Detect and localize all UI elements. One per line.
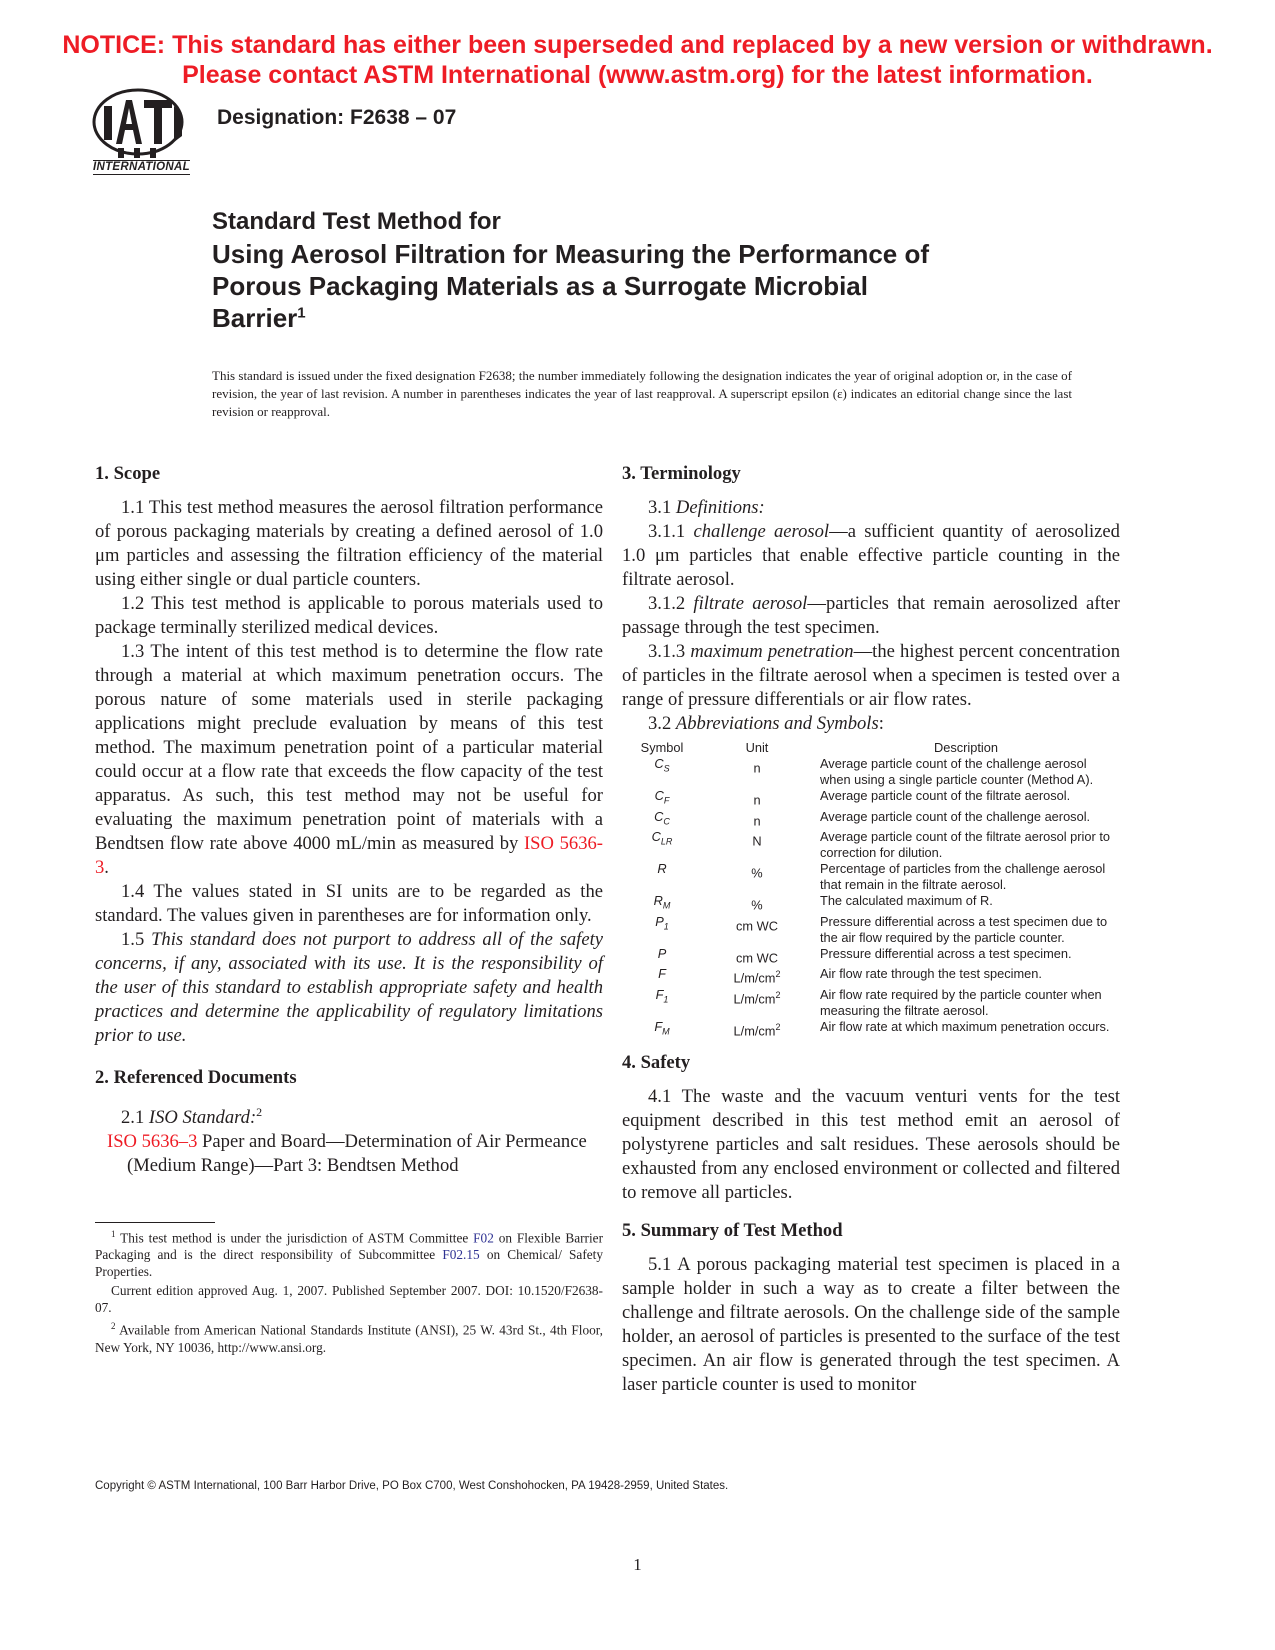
abbr-symbol-letter: F [654, 1018, 663, 1034]
abbr-description: Average particle count of the filtrate aerosol prior to correction for dilution. [820, 829, 1110, 861]
abbr-row [622, 987, 1120, 1019]
terminology-heading: 3. Terminology [622, 463, 741, 484]
abbr-header-symbol: Symbol [640, 740, 684, 755]
para-3-1-3 [622, 640, 1120, 712]
footnotes [95, 1226, 603, 1358]
copyright: Copyright © ASTM International, 100 Barr Harbor Drive, PO Box C700, West Conshohocken, PA 19428-2959, United States. [95, 1480, 729, 1492]
term-challenge-aerosol: challenge aerosol [693, 521, 830, 542]
term-filtrate-aerosol: filtrate aerosol [693, 593, 808, 614]
abbr-description: Percentage of particles from the challenge aerosol that remain in the filtrate aerosol. [820, 861, 1106, 893]
abbr-unit [702, 966, 812, 987]
abbr-unit [702, 788, 812, 809]
para-2-1-num: 2.1 [121, 1107, 145, 1129]
reference-iso-link[interactable]: ISO 5636–3 [107, 1131, 198, 1153]
para-3-1-2-text: —particles that remain aerosolized after passage through the test specimen. [622, 593, 1121, 638]
para-1-3 [95, 640, 603, 880]
title-line-1: Standard Test Method for [212, 208, 501, 235]
document-title [212, 206, 1072, 334]
abbr-row [622, 966, 1120, 987]
reference-iso-5636-3 [107, 1130, 603, 1178]
abbr-unit-superscript: 2 [775, 989, 781, 1000]
para-3-1-text: Definitions: [675, 497, 765, 518]
abbr-row [622, 1019, 1120, 1040]
para-3-1-1 [622, 520, 1120, 592]
para-3-1-1-text: —a sufficient quantity of aerosolized 1.0 μm particles that enable effective particle counting in the filtrate aerosol. [622, 521, 1120, 590]
footnote-1-c: on Chemical/ Safety Properties. [95, 1247, 603, 1280]
abbr-row [622, 788, 1120, 809]
para-3-1-1-num: 3.1.1 [648, 521, 686, 542]
abbr-description: Pressure differential across a test specimen due to the air flow required by the particle counter. [820, 913, 1108, 945]
abbr-symbol-subscript: F [663, 795, 670, 806]
title-footnote-mark: 1 [297, 304, 306, 322]
abbr-symbol-letter: F [655, 986, 664, 1002]
para-3-2 [622, 712, 1120, 736]
footnote-2-text: Available from American National Standards Institute (ANSI), 25 W. 43rd St., 4th Floor, New York, NY 10036, http://www.ansi.org. [95, 1322, 604, 1355]
abbr-table-header [622, 740, 1120, 756]
summary-heading: 5. Summary of Test Method [622, 1220, 843, 1242]
abbr-symbol [622, 788, 702, 809]
abbr-unit [702, 829, 812, 861]
abbr-row [622, 893, 1120, 914]
logo-international-text: INTERNATIONAL [93, 161, 190, 173]
abbr-description: Pressure differential across a test specimen. [820, 945, 1072, 961]
abbr-header-description: Description [933, 740, 998, 755]
abbr-symbol-subscript: M [662, 900, 671, 911]
abbr-row [622, 861, 1120, 893]
footnote-1 [95, 1226, 603, 1280]
footnote-rule [95, 1222, 215, 1223]
abbr-unit-text: n [753, 812, 761, 828]
abbreviations-table [622, 740, 1120, 1039]
title-line-4 [212, 302, 1072, 334]
scope-heading: 1. Scope [95, 463, 161, 484]
para-3-1-2 [622, 592, 1120, 640]
abbr-symbol-letter: R [653, 893, 663, 909]
para-1-3-end: . [104, 857, 109, 878]
abbr-description: Average particle count of the challenge aerosol. [820, 808, 1091, 824]
abbr-unit [702, 756, 812, 788]
para-1-1: 1.1 This test method measures the aerosol filtration performance of porous packaging materials by creating a defined aerosol of 1.0 μm particles and assessing the filtration efficiency of the material using either single or dual particle counters. [95, 497, 603, 590]
abbr-symbol-letter: R [657, 861, 667, 877]
abbr-symbol [622, 1019, 702, 1040]
reference-iso-text: Paper and Board—Determination of Air Permeance (Medium Range)—Part 3: Bendtsen Method [127, 1131, 587, 1177]
abbr-unit [702, 861, 812, 893]
abbr-description: Average particle count of the challenge aerosol when using a single particle counter (Method A). [820, 756, 1094, 787]
f02-15-link[interactable]: F02.15 [442, 1247, 480, 1263]
abbr-symbol-letter: C [651, 829, 661, 845]
right-column [622, 462, 1120, 1397]
para-2-1 [95, 1100, 603, 1130]
footnote-2-mark: 2 [111, 1321, 116, 1332]
para-4-1: 4.1 The waste and the vacuum venturi vents for the test equipment described in this test method emit an aerosol of polystyrene particles and salt residues. These aerosols should be exhausted from any enclosed environment or collected and filtered to remove all particles. [622, 1086, 1120, 1204]
abbr-unit [702, 809, 812, 830]
abbr-symbol-letter: C [654, 788, 664, 803]
abbr-unit-text: cm WC [736, 917, 778, 933]
para-1-5 [95, 928, 603, 1048]
abbr-row [622, 914, 1120, 946]
abbr-unit [702, 987, 812, 1019]
term-maximum-penetration: maximum penetration [690, 641, 854, 662]
para-1-2: 1.2 This test method is applicable to porous materials used to package terminally sterilized medical devices. [95, 593, 603, 638]
abbr-symbol-letter: P [657, 945, 667, 961]
abbr-symbol [622, 809, 702, 830]
para-3-1-2-num: 3.1.2 [648, 593, 686, 614]
para-3-1-3-text: —the highest percent concentration of particles in the filtrate aerosol when a specimen is tested over a range of pressure differentials or air flow rates. [622, 641, 1120, 710]
footnote-1-b: on Flexible Barrier Packaging and is the direct responsibility of Subcommittee [95, 1230, 603, 1263]
abbr-row [622, 809, 1120, 830]
abbr-symbol-subscript: C [663, 816, 670, 827]
title-line-3: Porous Packaging Materials as a Surrogate Microbial [212, 271, 868, 301]
abbr-symbol [622, 893, 702, 914]
left-column [95, 462, 603, 1178]
footnote-2 [95, 1318, 603, 1355]
abbr-symbol-letter: F [658, 966, 666, 982]
abbr-unit-text: L/m/cm [733, 1023, 776, 1038]
abbr-row [622, 946, 1120, 967]
abbr-symbol [622, 829, 702, 861]
para-2-1-sup: 2 [256, 1105, 263, 1119]
abbr-symbol-letter: C [654, 756, 664, 771]
abbr-row [622, 829, 1120, 861]
abbr-unit-superscript: 2 [775, 969, 781, 980]
abbr-unit-text: n [753, 792, 761, 808]
abbr-unit-superscript: 2 [775, 1021, 781, 1032]
page-number: 1 [633, 1555, 642, 1574]
abbr-unit-text: cm WC [736, 949, 778, 965]
para-1-4: 1.4 The values stated in SI units are to be regarded as the standard. The values given in parentheses are for information only. [95, 881, 603, 926]
para-1-5-num: 1.5 [121, 929, 145, 950]
abbr-description: The calculated maximum of R. [820, 893, 993, 909]
abbr-unit [702, 893, 812, 914]
para-3-2-num: 3.2 [648, 713, 672, 734]
abbr-symbol-subscript: LR [660, 836, 673, 847]
para-3-1-3-num: 3.1.3 [648, 641, 686, 662]
abbr-symbol [622, 756, 702, 788]
para-5-1: 5.1 A porous packaging material test specimen is placed in a sample holder in such a way as to create a filter between the challenge and filtrate aerosols. On the challenge side of the sample holder, an aerosol of particles is presented to the surface of the test specimen. An air flow is generated through the test specimen. A laser particle counter is used to monitor [622, 1254, 1120, 1396]
designation: Designation: F2638 – 07 [217, 106, 457, 129]
abbr-description: Air flow rate required by the particle counter when measuring the filtrate aerosol. [820, 986, 1102, 1018]
notice-line-1: NOTICE: This standard has either been superseded and replaced by a new version or withdrawn. [62, 31, 1213, 59]
abbr-symbol-subscript: M [662, 1026, 670, 1037]
abbr-unit-text: n [753, 760, 761, 776]
abbr-symbol-letter: C [654, 808, 664, 824]
abbr-symbol [622, 946, 702, 967]
abbr-unit-text: L/m/cm [733, 970, 776, 986]
abbr-symbol [622, 914, 702, 946]
abbr-unit-text: N [752, 833, 762, 849]
abbr-symbol [622, 987, 702, 1019]
abbr-description: Air flow rate through the test specimen. [820, 966, 1042, 982]
iso-5636-3-link[interactable]: ISO 5636-3 [95, 833, 603, 878]
referenced-documents-heading: 2. Referenced Documents [95, 1067, 297, 1088]
abbr-symbol-subscript: 1 [663, 994, 669, 1005]
abbr-unit-text: L/m/cm [733, 991, 776, 1006]
footnote-1-edition: Current edition approved Aug. 1, 2007. Published September 2007. DOI: 10.1520/F2638-07. [95, 1283, 603, 1316]
para-1-5-text: This standard does not purport to address all of the safety concerns, if any, associated with its use. It is the responsibility of the user of this standard to establish appropriate safety and health practices and determine the applicability of regulatory limitations prior to use. [95, 929, 603, 1046]
para-1-3-text: 1.3 The intent of this test method is to determine the flow rate through a material at which maximum penetration occurs. The porous nature of some materials used in sterile packaging applications might preclude evaluation by means of this test method. The maximum penetration point of a particular material could occur at a flow rate that exceeds the flow capacity of the test apparatus. As such, this test method may not be useful for evaluating the maximum penetration point of materials with a Bendtsen flow rate above 4000 mL/min as measured by [95, 641, 603, 854]
abbr-unit [702, 914, 812, 946]
abbr-unit [702, 1019, 812, 1040]
footnote-1-mark: 1 [111, 1229, 116, 1239]
para-2-1-text: ISO Standard: [148, 1107, 257, 1129]
f02-link[interactable]: F02 [473, 1230, 494, 1246]
abbr-unit-text: % [751, 897, 763, 913]
title-line-4-text: Barrier [212, 303, 298, 333]
abbr-description: Air flow rate at which maximum penetration occurs. [820, 1018, 1110, 1034]
abbr-table-body [622, 756, 1120, 1039]
abbr-description: Average particle count of the filtrate aerosol. [820, 788, 1071, 803]
abbr-symbol-subscript: S [663, 763, 670, 774]
safety-heading: 4. Safety [622, 1052, 691, 1074]
footnote-1-a: This test method is under the jurisdiction of ASTM Committee [120, 1230, 469, 1246]
notice-line-2: Please contact ASTM International (www.astm.org) for the latest information. [182, 61, 1093, 89]
para-3-2-text: Abbreviations and Symbols [675, 713, 879, 734]
abbr-symbol-letter: P [655, 913, 664, 929]
abbr-symbol [622, 966, 702, 987]
para-3-2-colon: : [878, 713, 884, 734]
para-3-1 [622, 496, 1120, 520]
abbr-unit-text: % [751, 865, 763, 881]
abbr-unit [702, 946, 812, 967]
para-3-1-num: 3.1 [648, 497, 672, 518]
title-line-2: Using Aerosol Filtration for Measuring the Performance of [212, 239, 930, 269]
abbr-row [622, 756, 1120, 788]
issued-note: This standard is issued under the fixed designation F2638; the number immediately following the designation indicates the year of original adoption or, in the case of revision, the year of last revision. A number in parentheses indicates the year of last reapproval. A superscript epsilon (ε) indicates an editorial change since the last revision or reapproval. [212, 368, 1072, 419]
abbr-header-unit: Unit [745, 740, 769, 755]
abbr-symbol [622, 861, 702, 893]
abbr-symbol-subscript: 1 [663, 921, 669, 932]
